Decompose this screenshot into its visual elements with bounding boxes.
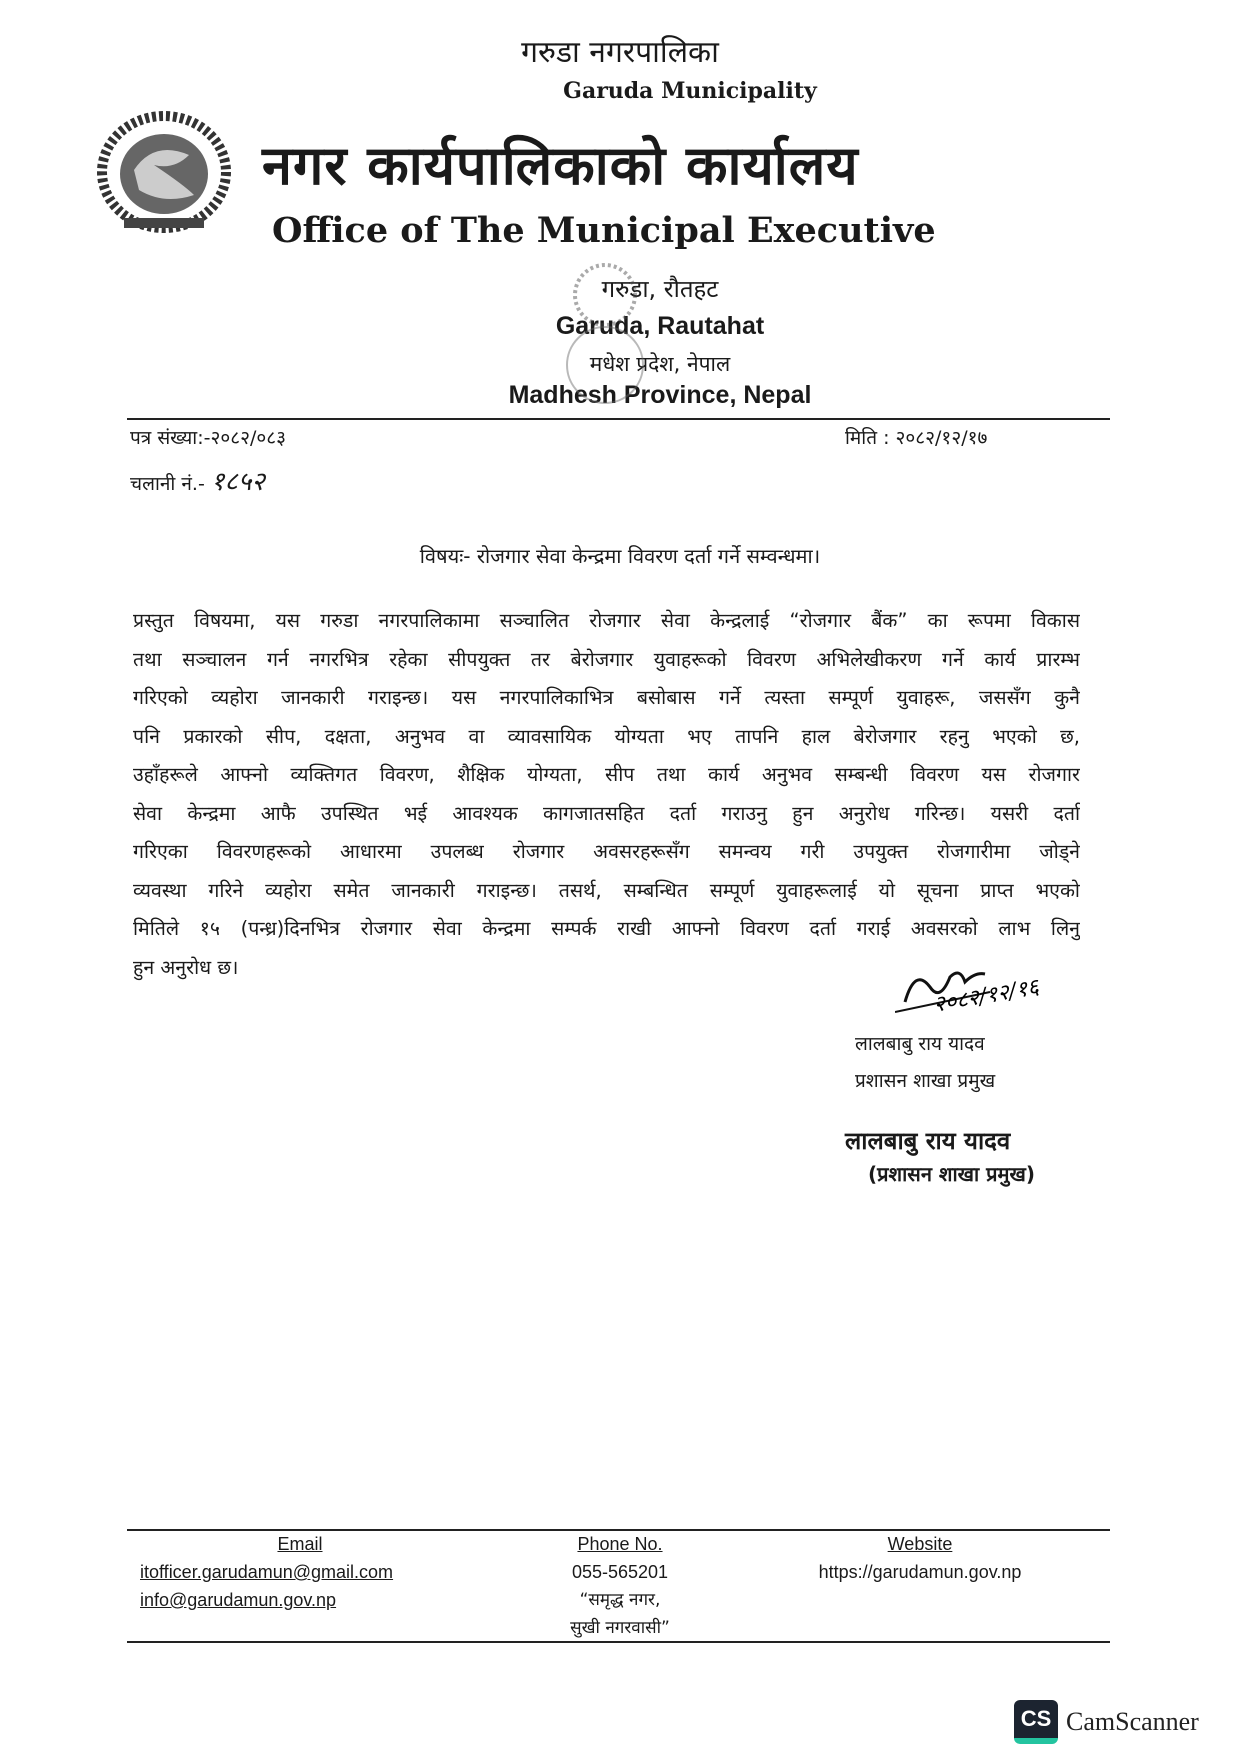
body-line: मितिले १५ (पन्ध्र)दिनभित्र रोजगार सेवा केन्द्रमा सम्पर्क राखी आफ्नो विवरण दर्ता गराई अवसरको लाभ लिनु: [133, 917, 1080, 940]
footer-website-column: [780, 1530, 1060, 1586]
footer-bottom-divider: [127, 1641, 1110, 1643]
office-title-np: नगर कार्यपालिकाको कार्यालय: [262, 134, 859, 197]
dispatch-number-label: चलानी नं.-: [130, 473, 205, 495]
phone-label: Phone No.: [577, 1534, 663, 1554]
province-en: Madhesh Province, Nepal: [508, 381, 812, 409]
body-line: व्यवस्था गरिने व्यहोरा समेत जानकारी गराइन्छ। तसर्थ, सम्बन्धित सम्पूर्ण युवाहरूलाई यो सूचना प्राप्त भएको: [133, 878, 1080, 902]
dispatch-number: [130, 462, 265, 498]
handwritten-signature: [895, 962, 1095, 1022]
email-label: Email: [277, 1534, 323, 1554]
email-link[interactable]: info@garudamun.gov.np: [140, 1590, 337, 1610]
footer-phone-column: [520, 1530, 720, 1642]
body-line: प्रस्तुत विषयमा, यस गरुडा नगरपालिकामा सञ्चालित रोजगार सेवा केन्द्रलाई “रोजगार बैंक” का रूपमा विकास: [133, 609, 1080, 632]
slogan-line-2: सुखी नगरवासी”: [570, 1618, 670, 1638]
body-line: उहाँहरूले आफ्नो व्यक्तिगत विवरण, शैक्षिक योग्यता, सीप तथा कार्य अनुभव सम्बन्धी विवरण यस रोजगार: [133, 763, 1080, 786]
website-link[interactable]: https://garudamun.gov.np: [818, 1562, 1022, 1582]
email-link[interactable]: itofficer.garudamun@gmail.com: [140, 1562, 394, 1582]
camscanner-watermark: [1014, 1700, 1199, 1744]
website-label: Website: [887, 1534, 953, 1554]
body-line: सेवा केन्द्रमा आफै उपस्थित भई आवश्यक कागजातसहित दर्ता गराउनु हुन अनुरोध गरिन्छ। यसरी दर्ता: [133, 801, 1080, 825]
nepal-government-emblem: [94, 110, 234, 235]
municipality-name-np: गरुडा नगरपालिका: [521, 35, 719, 70]
province-np: मधेश प्रदेश, नेपाल: [589, 352, 731, 376]
stamp-name: लालबाबु राय यादव: [845, 1127, 1011, 1155]
location-np: गरुडा, रौतहट: [601, 275, 719, 303]
camscanner-brand: CamScanner: [1066, 1707, 1199, 1736]
body-line: हुन अनुरोध छ।: [133, 955, 239, 979]
office-stamp: [560, 255, 650, 425]
letter-number: पत्र संख्या:-२०८२/०८३: [130, 427, 287, 449]
footer-email-column: [140, 1530, 460, 1614]
signature-date: २०८२/१२/१६: [931, 974, 1041, 1018]
phone-number: 055-565201: [571, 1562, 669, 1582]
dispatch-number-value: १८५२: [210, 467, 265, 497]
letter-date: मिति : २०८२/१२/१७: [845, 427, 988, 449]
subject-line: विषयः- रोजगार सेवा केन्द्रमा विवरण दर्ता गर्ने सम्वन्धमा।: [419, 544, 821, 568]
signatory-name: लालबाबु राय यादव: [855, 1033, 985, 1055]
municipality-name-en: Garuda Municipality: [563, 78, 817, 104]
stamp-designation: (प्रशासन शाखा प्रमुख): [868, 1162, 1036, 1186]
header-divider: [127, 418, 1110, 420]
slogan-line-1: “समृद्ध नगर,: [579, 1590, 661, 1610]
body-line: गरिएको व्यहोरा जानकारी गराइन्छ। यस नगरपालिकाभित्र बसोबास गर्ने त्यस्ता सम्पूर्ण युवाहरू, जससँग कुनै: [133, 686, 1080, 709]
camscanner-logo-icon: CS: [1014, 1700, 1058, 1744]
office-title-en: Office of The Municipal Executive: [272, 210, 936, 251]
body-line: गरिएका विवरणहरूको आधारमा उपलब्ध रोजगार अवसरहरूसँग समन्वय गरी उपयुक्त रोजगारीमा जोड्ने: [133, 840, 1080, 863]
letter-body: [133, 602, 1080, 987]
body-line: तथा सञ्चालन गर्न नगरभित्र रहेका सीपयुक्त तर बेरोजगार युवाहरूको विवरण अभिलेखीकरण गर्ने कार्य प्रारम्भ: [133, 647, 1080, 671]
signatory-designation: प्रशासन शाखा प्रमुख: [855, 1070, 996, 1092]
location-en: Garuda, Rautahat: [555, 312, 765, 340]
body-line: पनि प्रकारको सीप, दक्षता, अनुभव वा व्यावसायिक योग्यता भए तापनि हाल बेरोजगार रहनु भएको छ,: [133, 724, 1080, 748]
